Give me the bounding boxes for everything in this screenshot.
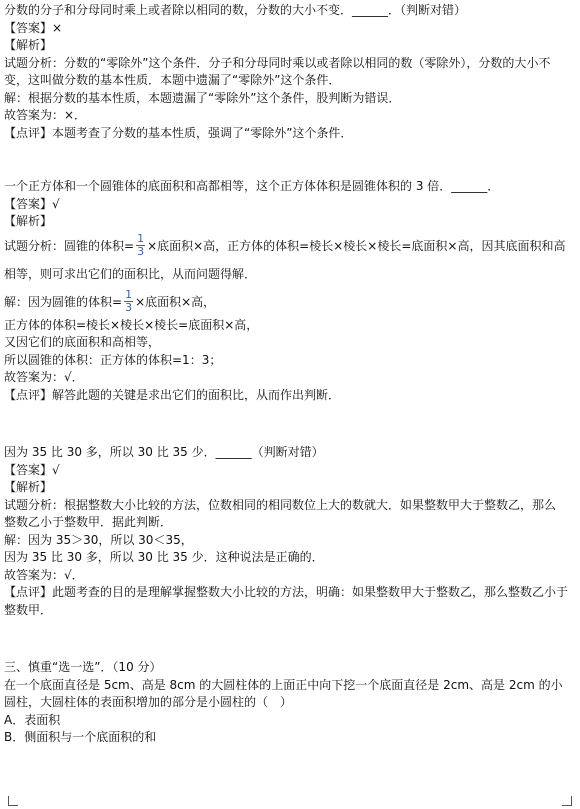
spacer [4, 142, 574, 178]
fraction-denominator: 3 [125, 301, 133, 314]
option-b: B．侧面积与一个底面积的和 [4, 730, 157, 744]
question-text: 在一个底面直径是 5cm、高是 8cm 的大圆柱体的上面正中向下挖一个底面直径是 2cm、高是 2cm 的小圆柱，大圆柱体的表面积增加的部分是小圆柱的（ ） [4, 677, 563, 709]
comment-line: 【点评】解答此题的关键是求出它们的面积比，从而作出判断． [4, 387, 341, 402]
fraction-numerator: 1 [137, 232, 145, 245]
analysis-line: 故答案为：√． [4, 567, 84, 582]
solution-line-with-fraction [4, 287, 574, 317]
question-text: 分数的分子和分母同时乘上或者除以相同的数，分数的大小不变．______．（判断对错） [4, 3, 467, 17]
analysis-line: 变，这叫做分数的基本性质．本题中遗漏了“零除外”这个条件． [4, 73, 341, 87]
analysis-line-with-fraction [4, 231, 574, 261]
analysis-line: 试题分析：分数的“零除外”这个条件．分子和分母同时乘以或者除以相同的数（零除外），分数的大小不 [4, 55, 551, 70]
solution-line: 故答案为：√． [4, 370, 84, 384]
question-block-3 [4, 444, 574, 619]
solution-line: 正方体的体积=棱长×棱长×棱长=底面积×高， [4, 317, 259, 332]
solution-line: 又因它们的底面积和高相等， [4, 335, 161, 349]
spacer [4, 404, 574, 444]
document-page [4, 2, 574, 747]
analysis-line: 整数乙小于整数甲．据此判断． [4, 515, 173, 529]
analysis-text: 试题分析：圆锥的体积= [4, 239, 135, 253]
question-block-2 [4, 178, 574, 404]
section-choice [4, 659, 574, 747]
fraction-numerator: 1 [125, 288, 133, 301]
question-text: 一个正方体和一个圆锥体的底面积和高都相等，这个正方体体积是圆锥体积的 3 倍．______． [4, 179, 500, 193]
analysis-line: 解：根据分数的基本性质，本题遗漏了“零除外”这个条件，股判断为错误． [4, 90, 401, 105]
crop-mark-left [8, 796, 18, 806]
solution-text: 解：因为圆锥的体积= [4, 295, 123, 309]
analysis-label: 【解析】 [4, 480, 53, 494]
comment-line: 【点评】此题考查的目的是理解掌握整数大小比较的方法，明确：如果整数甲大于整数乙，那么整数乙小于整数甲． [4, 585, 569, 617]
fraction-denominator: 3 [137, 245, 145, 258]
crop-mark-right [562, 796, 572, 806]
analysis-line: 解：因为 35＞30，所以 30＜35， [4, 532, 193, 547]
solution-line: 所以圆锥的体积：正方体的体积=1：3； [4, 352, 222, 367]
fraction-one-third [136, 233, 145, 258]
answer-line: 【答案】√ [4, 462, 60, 477]
answer-line: 【答案】√ [4, 196, 60, 211]
analysis-line: 相等，则可求出它们的面积比，从而问题得解． [4, 266, 257, 281]
solution-text: ×底面积×高， [135, 295, 216, 309]
answer-line: 【答案】× [4, 20, 63, 35]
analysis-line: 故答案为：×． [4, 108, 87, 122]
spacer [4, 619, 574, 659]
comment-line: 【点评】本题考查了分数的基本性质，强调了“零除外”这个条件． [4, 125, 353, 140]
analysis-label: 【解析】 [4, 214, 53, 228]
analysis-label: 【解析】 [4, 38, 53, 52]
analysis-line: 因为 35 比 30 多，所以 30 比 35 少．这种说法是正确的． [4, 550, 324, 564]
section-title: 三、慎重“选一选”．（10 分） [4, 660, 162, 674]
analysis-text: ×底面积×高，正方体的体积=棱长×棱长×棱长=底面积×高，因其底面积和高 [147, 239, 566, 253]
fraction-one-third [124, 289, 133, 314]
question-text: 因为 35 比 30 多，所以 30 比 35 少．______（判断对错） [4, 445, 324, 459]
option-a: A．表面积 [4, 712, 61, 727]
question-block-1 [4, 2, 574, 142]
analysis-line: 试题分析：根据整数大小比较的方法，位数相同的相同数位上大的数就大．如果整数甲大于整数乙，那么 [4, 497, 557, 512]
